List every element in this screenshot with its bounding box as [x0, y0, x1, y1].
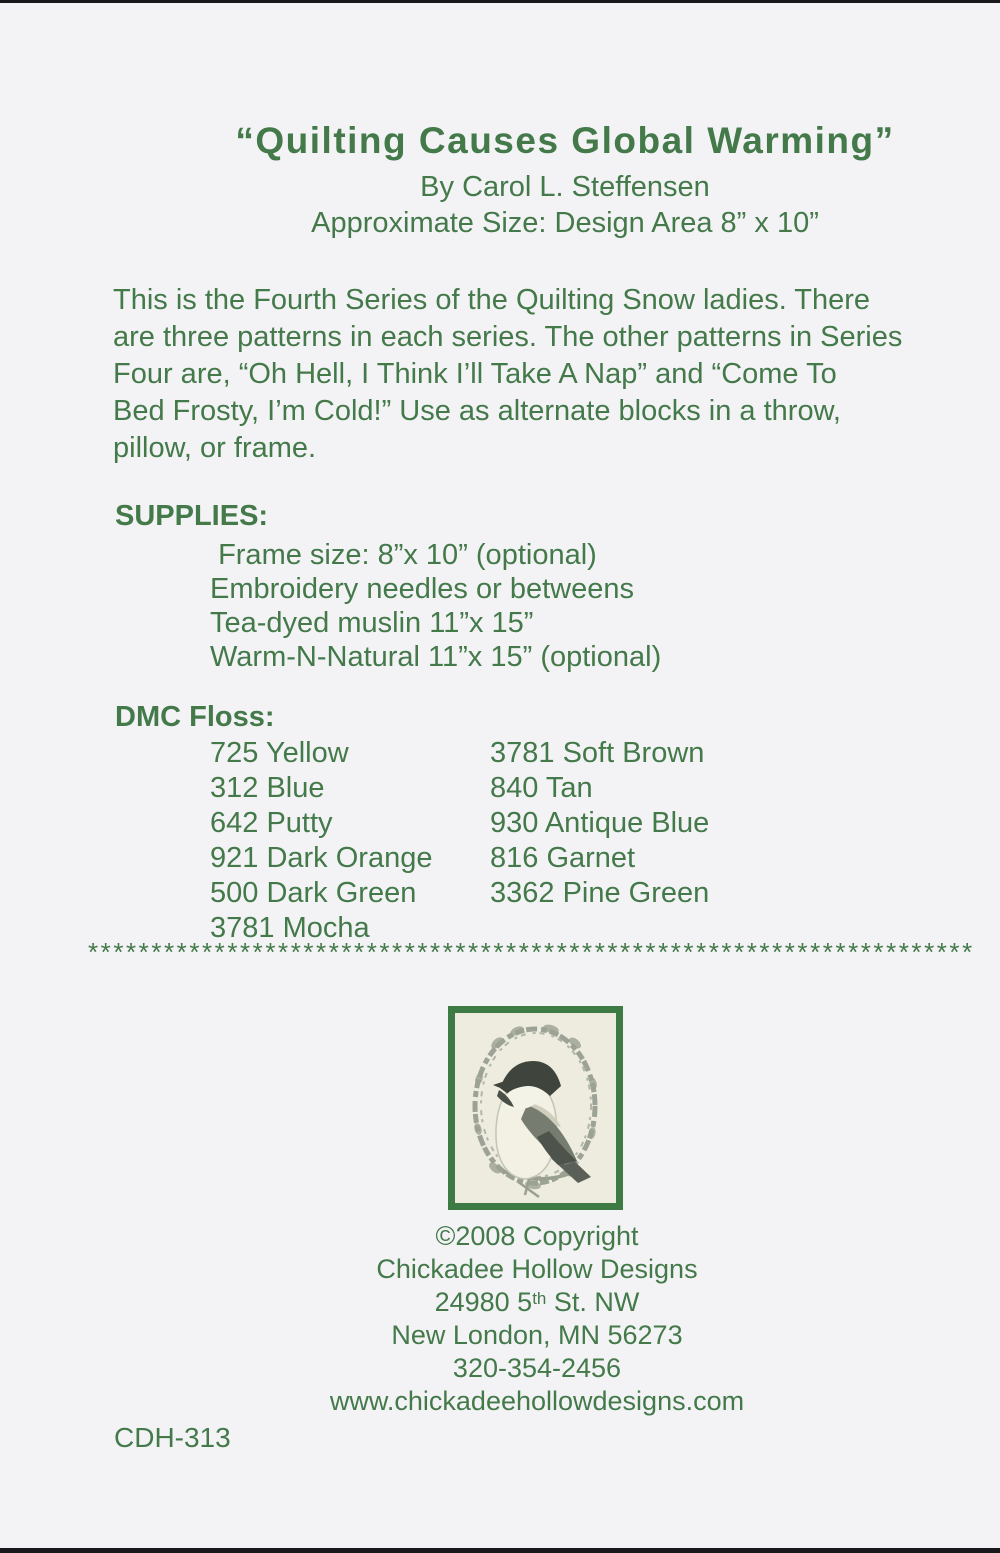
header [0, 0, 1000, 240]
intro-line: pillow, or frame. [113, 432, 317, 464]
phone-line: 320-354-2456 [452, 1353, 622, 1383]
address-line [74, 1286, 1000, 1319]
floss-item: 3781 Soft Brown [490, 737, 705, 769]
scan-edge-bottom [0, 1548, 1000, 1553]
floss-item: 930 Antique Blue [490, 807, 710, 839]
supply-item: Embroidery needles or betweens [210, 573, 634, 605]
supply-item: Frame size: 8”x 10” (optional) [210, 539, 597, 571]
footer [0, 1220, 1000, 1418]
page-title: “Quilting Causes Global Warming” [235, 120, 895, 161]
floss-item: 725 Yellow [210, 737, 349, 769]
floss-item: 840 Tan [490, 772, 593, 804]
intro-line: This is the Fourth Series of the Quilting Snow ladies. There [113, 284, 871, 316]
supplies-section [115, 499, 1000, 674]
floss-item: 3362 Pine Green [490, 877, 710, 909]
supply-item: Tea-dyed muslin 11”x 15” [210, 607, 534, 639]
floss-item: 921 Dark Orange [210, 842, 433, 874]
address-number: 24980 5 [434, 1287, 533, 1317]
item-code: CDH-313 [114, 1422, 231, 1453]
intro-paragraph [113, 282, 962, 467]
floss-item: 642 Putty [210, 807, 333, 839]
chickadee-logo [448, 1006, 623, 1210]
intro-line: Four are, “Oh Hell, I Think I’ll Take A Nap” and “Come To [113, 358, 837, 390]
address-street: St. NW [546, 1287, 640, 1317]
supplies-list [210, 538, 1000, 674]
floss-item: 816 Garnet [490, 842, 636, 874]
floss-item: 3781 Mocha [210, 912, 370, 944]
chickadee-icon [455, 1013, 616, 1203]
floss-item: 312 Blue [210, 772, 325, 804]
floss-columns [210, 736, 1000, 946]
copyright-line: ©2008 Copyright [435, 1221, 639, 1251]
floss-item: 500 Dark Green [210, 877, 417, 909]
ordinal-suffix: th [532, 1289, 547, 1308]
floss-column-left [210, 736, 490, 946]
city-line: New London, MN 56273 [391, 1320, 683, 1350]
intro-line: Bed Frosty, I’m Cold!” Use as alternate blocks in a throw, [113, 395, 841, 427]
asterisk-divider: ********************************************************************** [88, 938, 975, 966]
intro-line: are three patterns in each series. The other patterns in Series [113, 321, 903, 353]
dmc-floss-section [115, 700, 1000, 946]
company-name: Chickadee Hollow Designs [376, 1254, 698, 1284]
website-text: www.chickadeehollowdesigns.com [329, 1386, 745, 1416]
byline: By Carol L. Steffensen [420, 171, 710, 203]
supply-item: Warm-N-Natural 11”x 15” (optional) [210, 641, 662, 673]
scan-edge-top [0, 0, 1000, 3]
floss-column-right [490, 736, 709, 946]
size-line: Approximate Size: Design Area 8” x 10” [311, 207, 819, 239]
dmc-floss-heading: DMC Floss: [115, 701, 275, 733]
supplies-heading: SUPPLIES: [115, 500, 269, 532]
